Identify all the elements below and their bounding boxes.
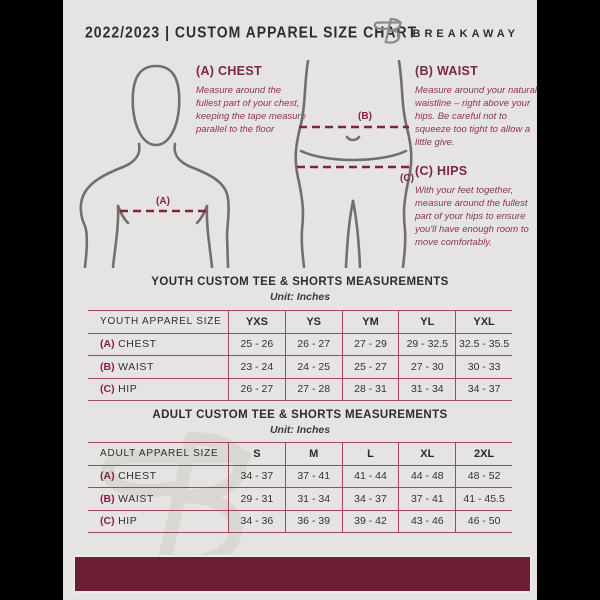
row-label-prefix: (B) [100, 360, 115, 373]
table-corner-header: YOUTH APPAREL SIZE [88, 310, 228, 333]
youth-section-title: YOUTH CUSTOM TEE & SHORTS MEASUREMENTS [151, 276, 449, 288]
row-label-text: HIP [114, 383, 138, 396]
row-label-text: WAIST [114, 492, 154, 505]
footer-accent-bar [73, 555, 532, 593]
size-column-header: M [285, 442, 342, 465]
size-column-header: YXS [228, 310, 285, 333]
measurement-value: 23 - 24 [228, 355, 285, 378]
hips-outline [296, 61, 412, 267]
hips-body: With your feet together, measure around the fullest part of your hips to ensure you'll have enough room to move comfortably. [415, 185, 529, 249]
row-label-text: WAIST [114, 360, 154, 373]
chest-body: Measure around the fullest part of your chest, keeping the tape measure parallel to the floor [196, 85, 306, 136]
size-column-header: S [228, 442, 285, 465]
measurement-value: 27 - 28 [285, 378, 342, 402]
size-column-header: YL [398, 310, 455, 333]
row-label [88, 333, 228, 356]
measurement-value: 25 - 27 [342, 355, 399, 378]
page-header [63, 14, 537, 50]
measurement-value: 44 - 48 [398, 465, 455, 488]
chest-marker-label: (A) [156, 196, 170, 207]
size-column-header: XL [398, 442, 455, 465]
breakaway-b-logo-icon [372, 14, 406, 53]
row-label-text: CHEST [114, 470, 157, 483]
adult-section-title: ADULT CUSTOM TEE & SHORTS MEASUREMENTS [152, 409, 448, 421]
measurement-value: 37 - 41 [285, 465, 342, 488]
table-corner-header: ADULT APPAREL SIZE [88, 442, 228, 465]
hips-heading: (C) HIPS [415, 164, 468, 178]
measurement-value: 36 - 39 [285, 510, 342, 534]
hips-diagram [291, 60, 416, 273]
adult-size-table [88, 442, 512, 533]
size-column-header: YXL [455, 310, 512, 333]
youth-size-table [88, 310, 512, 401]
measurement-value: 46 - 50 [455, 510, 512, 534]
measurement-value: 34 - 36 [228, 510, 285, 534]
measurement-value: 27 - 29 [342, 333, 399, 356]
measurement-value: 39 - 42 [342, 510, 399, 534]
row-label-prefix: (A) [100, 470, 115, 483]
size-column-header: L [342, 442, 399, 465]
waist-measure-line [299, 111, 409, 127]
waist-heading: (B) WAIST [415, 64, 479, 78]
page-title: 2022/2023 | CUSTOM APPAREL SIZE CHART [85, 23, 418, 41]
brand-name: BREAKAWAY [412, 27, 519, 40]
row-label-prefix: (B) [100, 492, 115, 505]
measurement-value: 31 - 34 [285, 487, 342, 510]
measurement-value: 25 - 26 [228, 333, 285, 356]
adult-unit-label: Unit: Inches [269, 424, 331, 436]
measurement-value: 48 - 52 [455, 465, 512, 488]
measurement-value: 37 - 41 [398, 487, 455, 510]
measurement-value: 43 - 46 [398, 510, 455, 534]
measurement-value: 31 - 34 [398, 378, 455, 402]
measurement-value: 29 - 32.5 [398, 333, 455, 356]
measurement-value: 26 - 27 [228, 378, 285, 402]
row-label [88, 355, 228, 378]
size-column-header: YM [342, 310, 399, 333]
measurement-value: 34 - 37 [455, 378, 512, 402]
measurement-value: 28 - 31 [342, 378, 399, 402]
youth-unit-label: Unit: Inches [269, 291, 331, 303]
row-label [88, 465, 228, 488]
measurement-value: 41 - 44 [342, 465, 399, 488]
waist-body: Measure around your natural waistline – right above your hips. Be careful not to squeeze too tight to allow a little give. [415, 85, 537, 149]
hips-instructions [415, 164, 537, 250]
row-label-text: HIP [114, 515, 138, 528]
measurement-value: 34 - 37 [342, 487, 399, 510]
row-label-prefix: (A) [100, 338, 115, 351]
measurement-value: 27 - 30 [398, 355, 455, 378]
waist-marker-label: (B) [358, 111, 372, 122]
size-chart-page [63, 0, 537, 600]
row-label [88, 510, 228, 534]
hip-marker-label: (C) [400, 173, 414, 184]
row-label-prefix: (C) [100, 383, 115, 396]
row-label-prefix: (C) [100, 515, 115, 528]
measurement-value: 26 - 27 [285, 333, 342, 356]
row-label [88, 378, 228, 402]
chest-measure-line [120, 196, 206, 211]
hip-measure-line [297, 167, 414, 184]
size-column-header: 2XL [455, 442, 512, 465]
row-label [88, 487, 228, 510]
measurement-value: 30 - 33 [455, 355, 512, 378]
measurement-value: 29 - 31 [228, 487, 285, 510]
waist-instructions [415, 64, 537, 150]
measurement-value: 24 - 25 [285, 355, 342, 378]
measurement-value: 41 - 45.5 [455, 487, 512, 510]
size-column-header: YS [285, 310, 342, 333]
measurement-guide [63, 58, 537, 268]
row-label-text: CHEST [114, 338, 157, 351]
brand-block [372, 14, 520, 53]
measurement-value: 32.5 - 35.5 [455, 333, 512, 356]
chest-heading: (A) CHEST [196, 64, 262, 78]
measurement-value: 34 - 37 [228, 465, 285, 488]
